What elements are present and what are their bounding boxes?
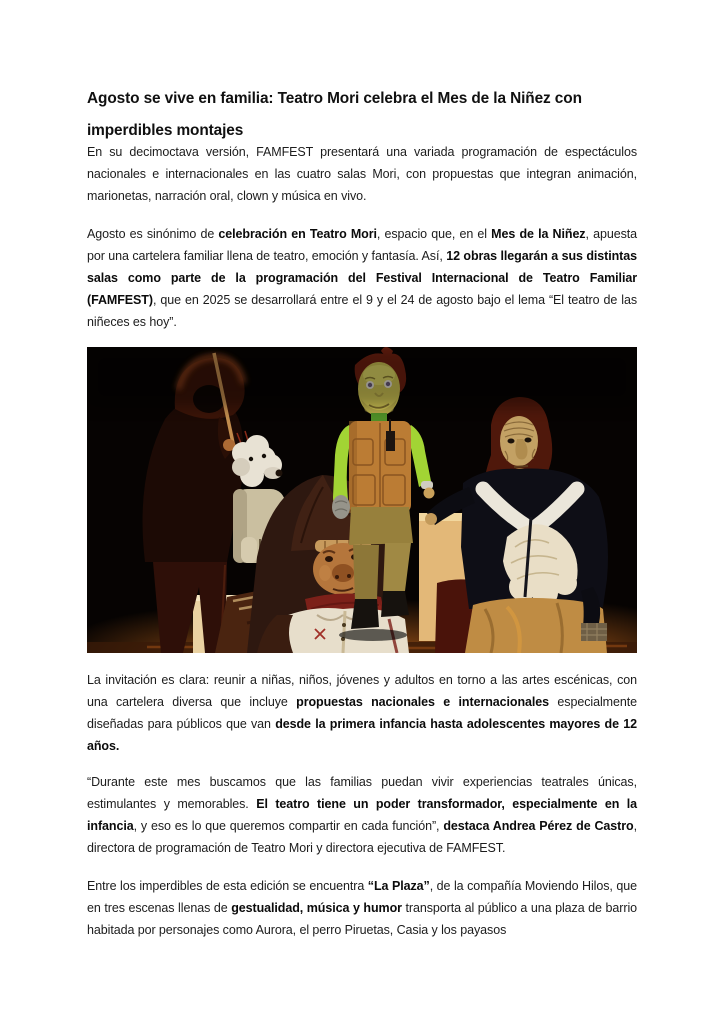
article-paragraph-2: La invitación es clara: reunir a niñas, niños, jóvenes y adultos en torno a las artes escénicas, con una cartelera diversa que incluye propuestas nacionales e internacionales especialmente diseñadas para públicos que van desde la primera infancia hasta adolescentes mayores de 12 años.: [87, 673, 637, 753]
puppets-stage-illustration: [87, 347, 637, 653]
article-paragraph-1: Agosto es sinónimo de celebración en Teatro Mori, espacio que, en el Mes de la Niñez, apuesta por una cartelera familiar llena de teatro, emoción y fantasía. Así, 12 obras llegarán a sus distintas salas como parte de la programación del Festival Internacional de Teatro Familiar (FAMFEST), que en 2025 se desarrollará entre el 9 y el 24 de agosto bajo el lema “El teatro de las niñeces es hoy”.: [87, 227, 638, 329]
article-lead: En su decimoctava versión, FAMFEST presentará una variada programación de espectáculos nacionales e internacionales en las cuatro salas Mori, con propuestas que integran animación, marionetas, narración oral, clown y música en vivo.: [87, 145, 637, 203]
article-photo: [87, 347, 637, 653]
article-title: Agosto se vive en familia: Teatro Mori celebra el Mes de la Niñez con imperdibles montajes: [87, 90, 582, 139]
article-paragraph-4: Entre los imperdibles de esta edición se encuentra “La Plaza”, de la compañía Moviendo Hilos, que en tres escenas llenas de gestualidad, música y humor transporta al público a una plaza de barrio habitada por personajes como Aurora, el perro Piruetas, Casia y los payasos: [87, 879, 638, 937]
article-paragraph-3: “Durante este mes buscamos que las familias puedan vivir experiencias teatrales únicas, estimulantes y memorables. El teatro tiene un poder transformador, especialmente en la infancia, y eso es lo que queremos compartir en cada función”, destaca Andrea Pérez de Castro, directora de programación de Teatro Mori y directora ejecutiva de FAMFEST.: [87, 775, 638, 855]
